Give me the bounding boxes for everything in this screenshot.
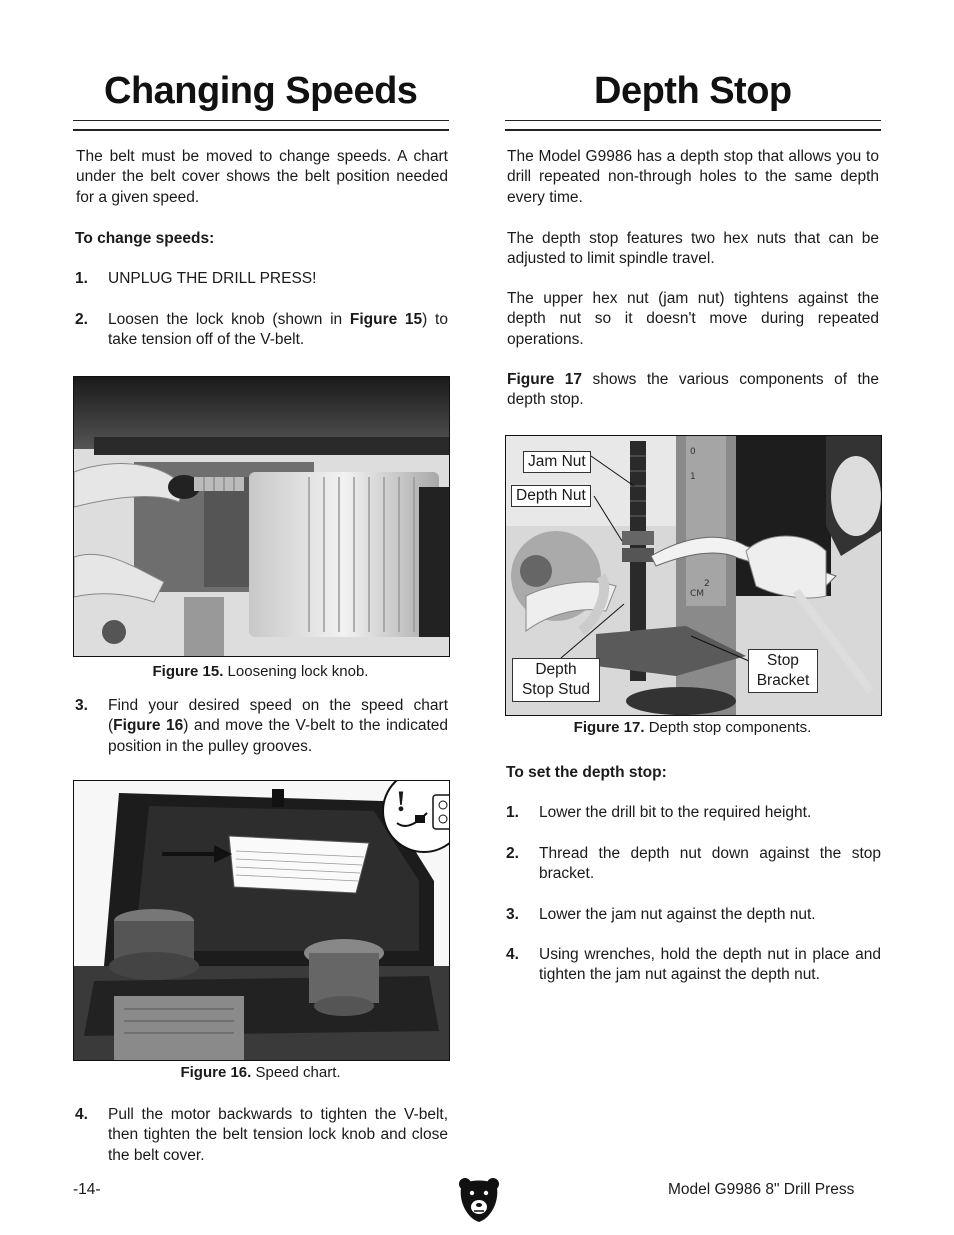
changing-speeds-title: Changing Speeds: [104, 70, 418, 112]
bear-head-icon: [457, 1174, 501, 1224]
left-step-2: 2. Loosen the lock knob (shown in Figure 15) to take tension off of the V-belt.: [75, 311, 448, 349]
callout-depth-stop-stud: Depth Stop Stud: [512, 658, 600, 702]
callout-stop-bracket: Stop Bracket: [748, 649, 818, 693]
figure-16-photo: [73, 780, 450, 1061]
set-depth-stop-subhead: To set the depth stop:: [506, 764, 667, 781]
title-rule-left-thin: [73, 120, 449, 121]
right-step-2: 2. Thread the depth nut down against the stop bracket.: [506, 845, 881, 883]
svg-text:2: 2: [704, 579, 710, 589]
figure-15-caption: Figure 15. Loosening lock knob.: [152, 663, 369, 680]
page-number: -14-: [73, 1181, 101, 1198]
lock-knob-photo-illustration: [74, 377, 449, 656]
svg-text:0: 0: [690, 447, 696, 457]
svg-text:CM: CM: [690, 589, 705, 599]
depth-stop-para-2: The depth stop features two hex nuts that can be adjusted to limit spindle travel.: [507, 230, 879, 268]
depth-stop-para-1: The Model G9986 has a depth stop that allows you to drill repeated non-through holes to the same depth every time.: [507, 148, 879, 206]
figure-16-ref: Figure 16: [113, 717, 184, 735]
svg-text:1: 1: [690, 472, 696, 482]
model-name: Model G9986 8" Drill Press: [668, 1181, 855, 1198]
figure-17-ref: Figure 17: [507, 371, 583, 388]
title-rule-right-thin: [505, 120, 881, 121]
figure-17-caption: Figure 17. Depth stop components.: [573, 719, 812, 736]
figure-15-photo: [73, 376, 450, 657]
depth-stop-para-4: Figure 17 shows the various components of the depth stop.: [507, 371, 879, 409]
depth-stop-para-3: The upper hex nut (jam nut) tightens against the depth nut so it doesn't move during repeated operations.: [507, 290, 879, 348]
callout-depth-nut: Depth Nut: [511, 485, 591, 507]
figure-16-caption: Figure 16. Speed chart.: [180, 1064, 341, 1081]
changing-speeds-intro: The belt must be moved to change speeds. A chart under the belt cover shows the belt position needed for a given speed.: [76, 148, 448, 206]
grizzly-bear-logo: [457, 1174, 501, 1224]
title-rule-left-thick: [73, 129, 449, 131]
plug-outlet-icon: [389, 783, 450, 843]
callout-jam-nut: Jam Nut: [523, 451, 591, 473]
left-step-3: 3. Find your desired speed on the speed chart (Figure 16) and move the V-belt to the indicated position in the pulley grooves.: [75, 697, 448, 755]
unplug-warning-icon: !: [382, 780, 450, 853]
right-step-4: 4. Using wrenches, hold the depth nut in place and tighten the jam nut against the depth nut.: [506, 946, 881, 984]
figure-15-ref: Figure 15: [349, 311, 423, 328]
change-speeds-subhead: To change speeds:: [75, 230, 215, 247]
left-step-4: 4. Pull the motor backwards to tighten the V-belt, then tighten the belt tension lock knob and close the belt cover.: [75, 1106, 448, 1164]
figure-17-photo: [505, 435, 882, 716]
depth-stop-title: Depth Stop: [594, 70, 792, 112]
title-rule-right-thick: [505, 129, 881, 131]
